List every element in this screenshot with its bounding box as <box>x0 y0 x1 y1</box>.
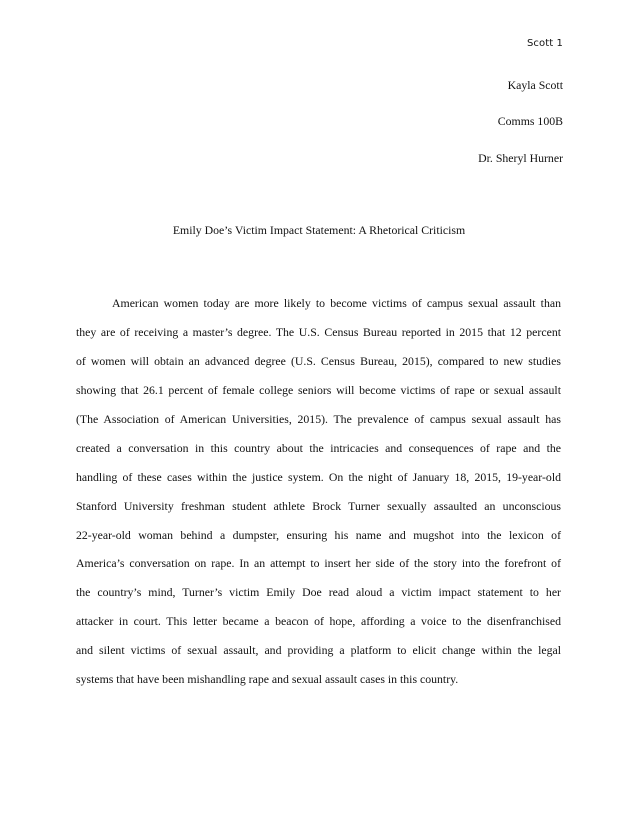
paragraph-line: attacker in court. This letter became a beacon of hope, affording a voice to the disenfranchised <box>76 614 561 629</box>
paragraph-line: and silent victims of sexual assault, and providing a platform to elicit change within the legal <box>76 643 561 658</box>
paragraph-line: handling of these cases within the justice system. On the night of January 18, 2015, 19-year-old <box>76 469 561 484</box>
paragraph-line: created a conversation in this country about the intricacies and consequences of rape and the <box>76 440 561 455</box>
heading-block <box>478 75 563 184</box>
paragraph-line: Stanford University freshman student athlete Brock Turner sexually assaulted an unconscious <box>76 498 561 513</box>
author-name: Kayla Scott <box>507 78 563 92</box>
course-name: Comms 100B <box>497 114 563 129</box>
paragraph-line: the country’s mind, Turner’s victim Emily Doe read aloud a victim impact statement to her <box>76 585 561 600</box>
body-paragraph <box>76 293 561 698</box>
instructor-name: Dr. Sheryl Hurner <box>478 150 563 165</box>
paragraph-line: they are of receiving a master’s degree. The U.S. Census Bureau reported in 2015 that 12 percent <box>76 324 561 339</box>
paragraph-line: (The Association of American Universities, 2015). The prevalence of campus sexual assault has <box>76 411 561 426</box>
running-head: Scott 1 <box>526 38 563 49</box>
paper-title: Emily Doe’s Victim Impact Statement: A Rhetorical Criticism <box>172 223 466 237</box>
paragraph-line: 22-year-old woman behind a dumpster, ensuring his name and mugshot into the lexicon of <box>76 527 561 542</box>
paragraph-line: America’s conversation on rape. In an attempt to insert her side of the story into the forefront of <box>76 556 561 571</box>
paragraph-line: of women will obtain an advanced degree (U.S. Census Bureau, 2015), compared to new studies <box>76 353 561 368</box>
paragraph-line: showing that 26.1 percent of female college seniors will become victims of rape or sexual assault <box>76 382 561 397</box>
paragraph-line: American women today are more likely to become victims of campus sexual assault than <box>112 296 561 310</box>
paragraph-line: systems that have been mishandling rape and sexual assault cases in this country. <box>76 672 459 687</box>
